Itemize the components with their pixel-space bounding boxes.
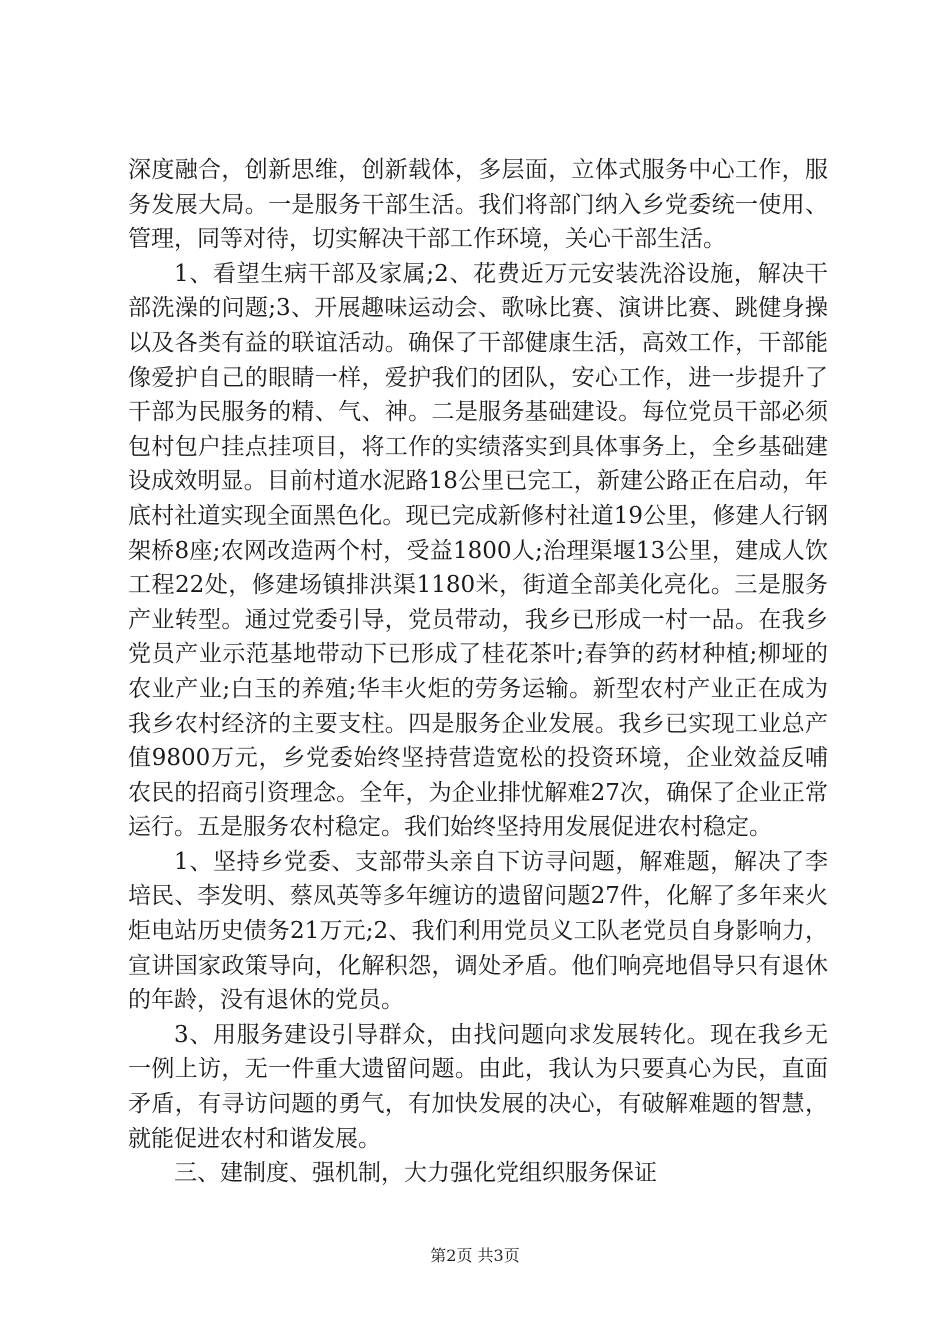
- paragraph-continuation: 深度融合，创新思维，创新载体，多层面，立体式服务中心工作，服务发展大局。一是服务干部生活。我们将部门纳入乡党委统一使用、管理，同等对待，切实解决干部工作环境，关心干部生活。: [128, 157, 828, 253]
- section-heading: 三、建制度、强机制，大力强化党组织服务保证: [174, 1160, 657, 1187]
- paragraph-item-3: 3、用服务建设引导群众，由找问题向求发展转化。现在我乡无一例上访，无一件重大遗留问题。由此，我认为只要真心为民，直面矛盾，有寻访问题的勇气，有加快发展的决心，有破解难题的智慧，就能促进农村和谐发展。: [128, 1021, 828, 1152]
- document-body: [128, 153, 828, 1191]
- page-footer: 第2页 共3页: [430, 1246, 520, 1265]
- paragraph-item-1: 1、看望生病干部及家属;2、花费近万元安装洗浴设施，解决干部洗澡的问题;3、开展趣味运动会、歌咏比赛、演讲比赛、跳健身操以及各类有益的联谊活动。确保了干部健康生活，高效工作，干部能像爱护自己的眼睛一样，爱护我们的团队，安心工作，进一步提升了干部为民服务的精、气、神。二是服务基础建设。每位党员干部必须包村包户挂点挂项目，将工作的实绩落实到具体事务上，全乡基础建设成效明显。目前村道水泥路18公里已完工，新建公路正在启动，年底村社道实现全面黑色化。现已完成新修村社道19公里，修建人行钢架桥8座;农网改造两个村，受益1800人;治理渠堰13公里，建成人饮工程22处，修建场镇排洪渠1180米，街道全部美化亮化。三是服务产业转型。通过党委引导，党员带动，我乡已形成一村一品。在我乡党员产业示范基地带动下已形成了桂花茶叶;春笋的药材种植;柳垭的农业产业;白玉的养殖;华丰火炬的劳务运输。新型农村产业正在成为我乡农村经济的主要支柱。四是服务企业发展。我乡已实现工业总产值9800万元，乡党委始终坚持营造宽松的投资环境，企业效益反哺农民的招商引资理念。全年，为企业排忧解难27次，确保了企业正常运行。五是服务农村稳定。我们始终坚持用发展促进农村稳定。: [128, 260, 828, 841]
- paragraph-item-2: 1、坚持乡党委、支部带头亲自下访寻问题，解难题，解决了李培民、李发明、蔡凤英等多年缠访的遗留问题27件，化解了多年来火炬电站历史债务21万元;2、我们利用党员义工队老党员自身影响力，宣讲国家政策导向，化解积怨，调处矛盾。他们响亮地倡导只有退休的年龄，没有退休的党员。: [128, 848, 828, 1014]
